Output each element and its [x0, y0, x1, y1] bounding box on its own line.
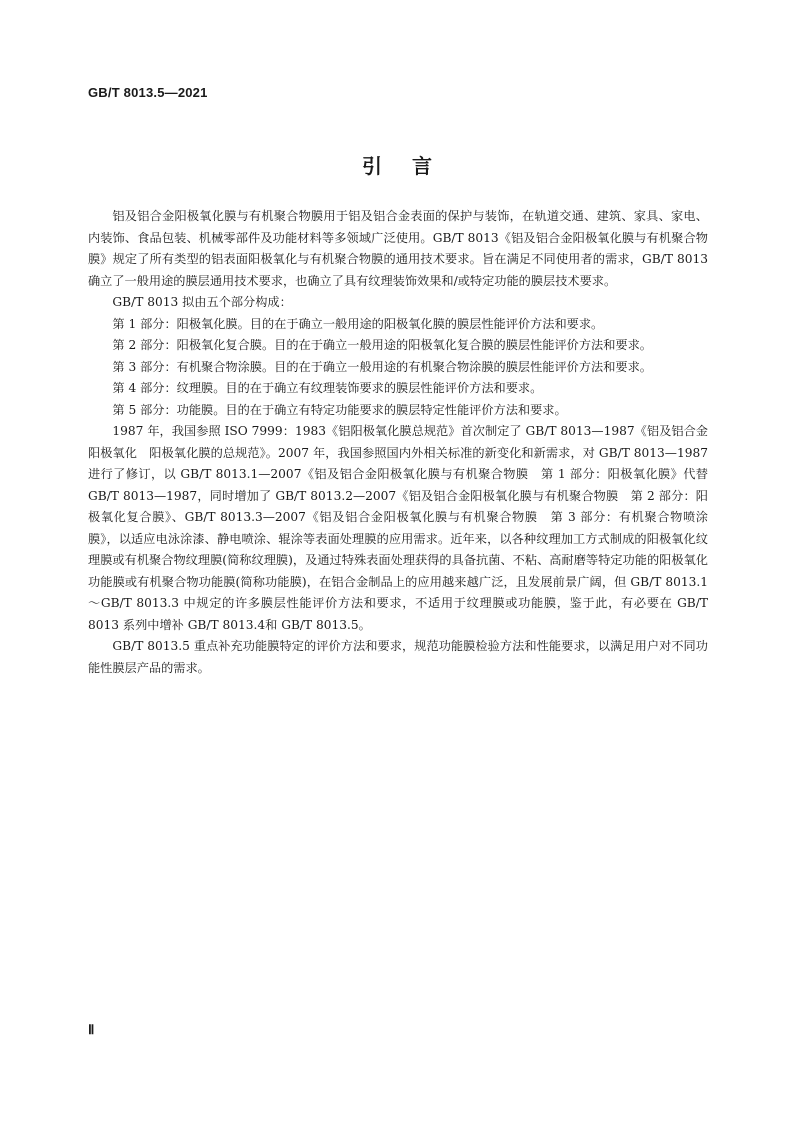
paragraph-part-1: 第 1 部分：阳极氧化膜。目的在于确立一般用途的阳极氧化膜的膜层性能评价方法和要求。	[112, 316, 604, 331]
document-code: GB/T 8013.5—2021	[88, 85, 208, 100]
paragraph-history: 1987 年，我国参照 ISO 7999：1983《铝阳极氧化膜总规范》首次制定了 GB/T 8013—1987《铝及铝合金阳极氧化 阳极氧化膜的总规范》。2007 年，我国参照国内外相关标准的新变化和新需求，对 GB/T 8013—1987 进行了修订，以 GB/T 8013.1—2007《铝及铝合金阳极氧化膜与有机聚合物膜 第 1 部分：阳极氧化膜》代替 GB/T 8013—1987，同时增加了 GB/T 8013.2—2007《铝及铝合金阳极氧化膜与有机聚合物膜 第 2 部分：阳极氧化复合膜》、GB/T 8013.3—2007《铝及铝合金阳极氧化膜与有机聚合物膜 第 3 部分：有机聚合物喷涂膜》，以适应电泳涂漆、静电喷涂、辊涂等表面处理膜的应用需求。近年来，以各种纹理加工方式制成的阳极氧化纹理膜或有机聚合物纹理膜(简称纹理膜)，及通过特殊表面处理获得的具备抗菌、不粘、高耐磨等特定功能的阳极氧化功能膜或有机聚合物功能膜(简称功能膜)，在铝合金制品上的应用越来越广泛，且发展前景广阔，但 GB/T 8013.1～GB/T 8013.3 中规定的许多膜层性能评价方法和要求，不适用于纹理膜或功能膜，鉴于此，有必要在 GB/T 8013 系列中增补 GB/T 8013.4和 GB/T 8013.5。	[88, 424, 708, 632]
paragraph-part-2: 第 2 部分：阳极氧化复合膜。目的在于确立一般用途的阳极氧化复合膜的膜层性能评价方法和要求。	[112, 338, 652, 352]
page-title: 引言	[362, 154, 462, 178]
paragraph-structure: GB/T 8013 拟由五个部分构成：	[112, 295, 292, 309]
paragraph-intro: 铝及铝合金阳极氧化膜与有机聚合物膜用于铝及铝合金表面的保护与装饰，在轨道交通、建筑、家具、家电、内装饰、食品包装、机械零部件及功能材料等多领域广泛使用。GB/T 8013《铝及铝合金阳极氧化膜与有机聚合物膜》规定了所有类型的铝表面阳极氧化与有机聚合物膜的通用技术要求。旨在满足不同使用者的需求，GB/T 8013 确立了一般用途的膜层通用技术要求，也确立了具有纹理装饰效果和/或特定功能的膜层技术要求。	[88, 209, 708, 288]
document-body	[88, 206, 708, 679]
page-number: Ⅱ	[88, 1022, 95, 1037]
paragraph-purpose: GB/T 8013.5 重点补充功能膜特定的评价方法和要求，规范功能膜检验方法和性能要求，以满足用户对不同功能性膜层产品的需求。	[88, 639, 708, 675]
paragraph-part-4: 第 4 部分：纹理膜。目的在于确立有纹理装饰要求的膜层性能评价方法和要求。	[112, 381, 543, 395]
paragraph-part-5: 第 5 部分：功能膜。目的在于确立有特定功能要求的膜层特定性能评价方法和要求。	[112, 402, 567, 417]
paragraph-part-3: 第 3 部分：有机聚合物涂膜。目的在于确立一般用途的有机聚合物涂膜的膜层性能评价方法和要求。	[112, 359, 652, 374]
